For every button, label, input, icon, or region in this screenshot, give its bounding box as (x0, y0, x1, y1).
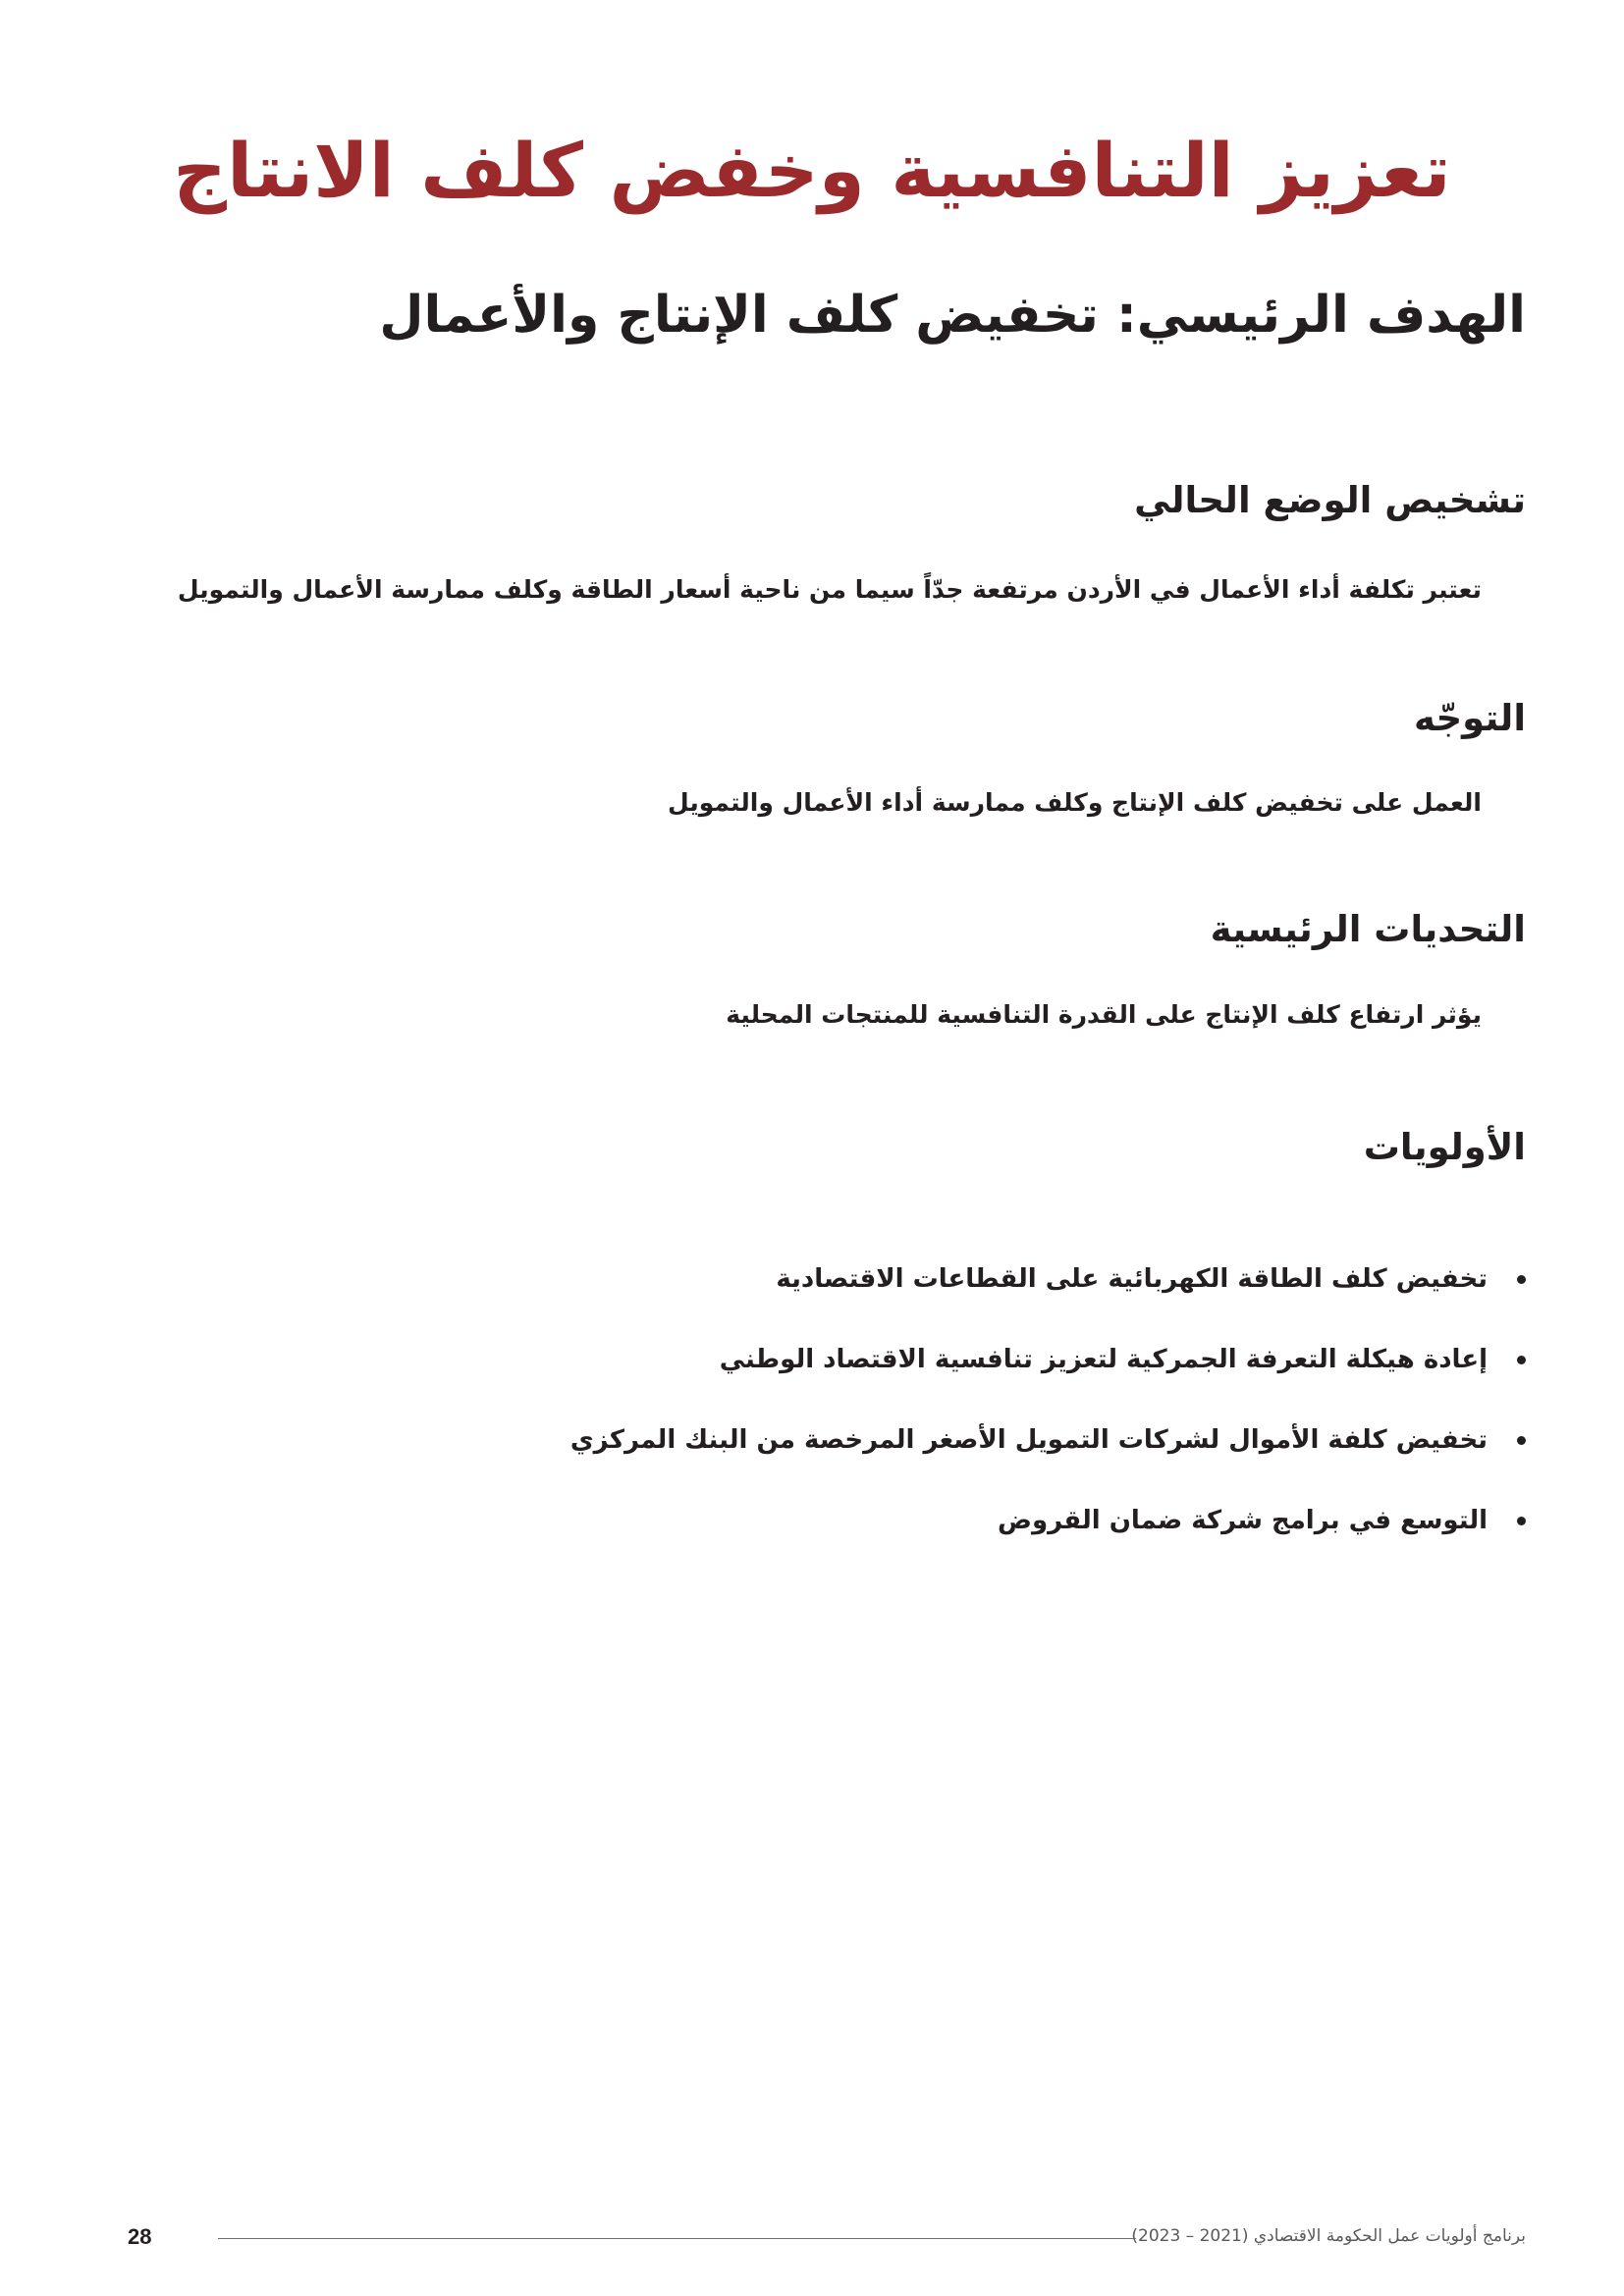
priority-item-text: تخفيض كلف الطاقة الكهربائية على القطاعات الاقتصادية (776, 1264, 1488, 1294)
priority-item-text: التوسع في برامج شركة ضمان القروض (997, 1506, 1488, 1535)
main-goal-heading: الهدف الرئيسي: تخفيض كلف الإنتاج والأعمال (379, 286, 1526, 345)
footer-publication-title: برنامج أولويات عمل الحكومة الاقتصادي (2021 – 2023) (1131, 2226, 1526, 2246)
bullet-icon (1517, 1517, 1526, 1525)
page-title: تعزيز التنافسية وخفض كلف الانتاج (173, 127, 1451, 214)
challenges-heading: التحديات الرئيسية (1210, 908, 1526, 950)
direction-heading: التوجّه (1414, 697, 1526, 739)
priority-item (570, 1319, 1526, 1400)
priority-item (570, 1400, 1526, 1480)
current-situation-text: تعتبر تكلفة أداء الأعمال في الأردن مرتفعة جدّاً سيما من ناحية أسعار الطاقة وكلف ممارسة الأعمال والتمويل (177, 575, 1482, 604)
priorities-list (570, 1239, 1526, 1561)
priority-item (570, 1239, 1526, 1319)
bullet-icon (1517, 1275, 1526, 1284)
bullet-icon (1517, 1356, 1526, 1364)
challenges-text: يؤثر ارتفاع كلف الإنتاج على القدرة التنافسية للمنتجات المحلية (726, 1000, 1482, 1029)
page-number: 28 (128, 2224, 152, 2249)
priority-item-text: تخفيض كلفة الأموال لشركات التمويل الأصغر المرخصة من البنك المركزي (569, 1425, 1488, 1455)
current-situation-heading: تشخيص الوضع الحالي (1134, 479, 1526, 521)
footer-divider (218, 2238, 1136, 2239)
bullet-icon (1517, 1436, 1526, 1445)
priority-item (570, 1480, 1526, 1561)
priorities-heading: الأولويات (1363, 1126, 1526, 1168)
priority-item-text: إعادة هيكلة التعرفة الجمركية لتعزيز تنافسية الاقتصاد الوطني (719, 1345, 1488, 1374)
page-footer (0, 2224, 1624, 2254)
direction-text: العمل على تخفيض كلف الإنتاج وكلف ممارسة أداء الأعمال والتمويل (668, 788, 1482, 817)
